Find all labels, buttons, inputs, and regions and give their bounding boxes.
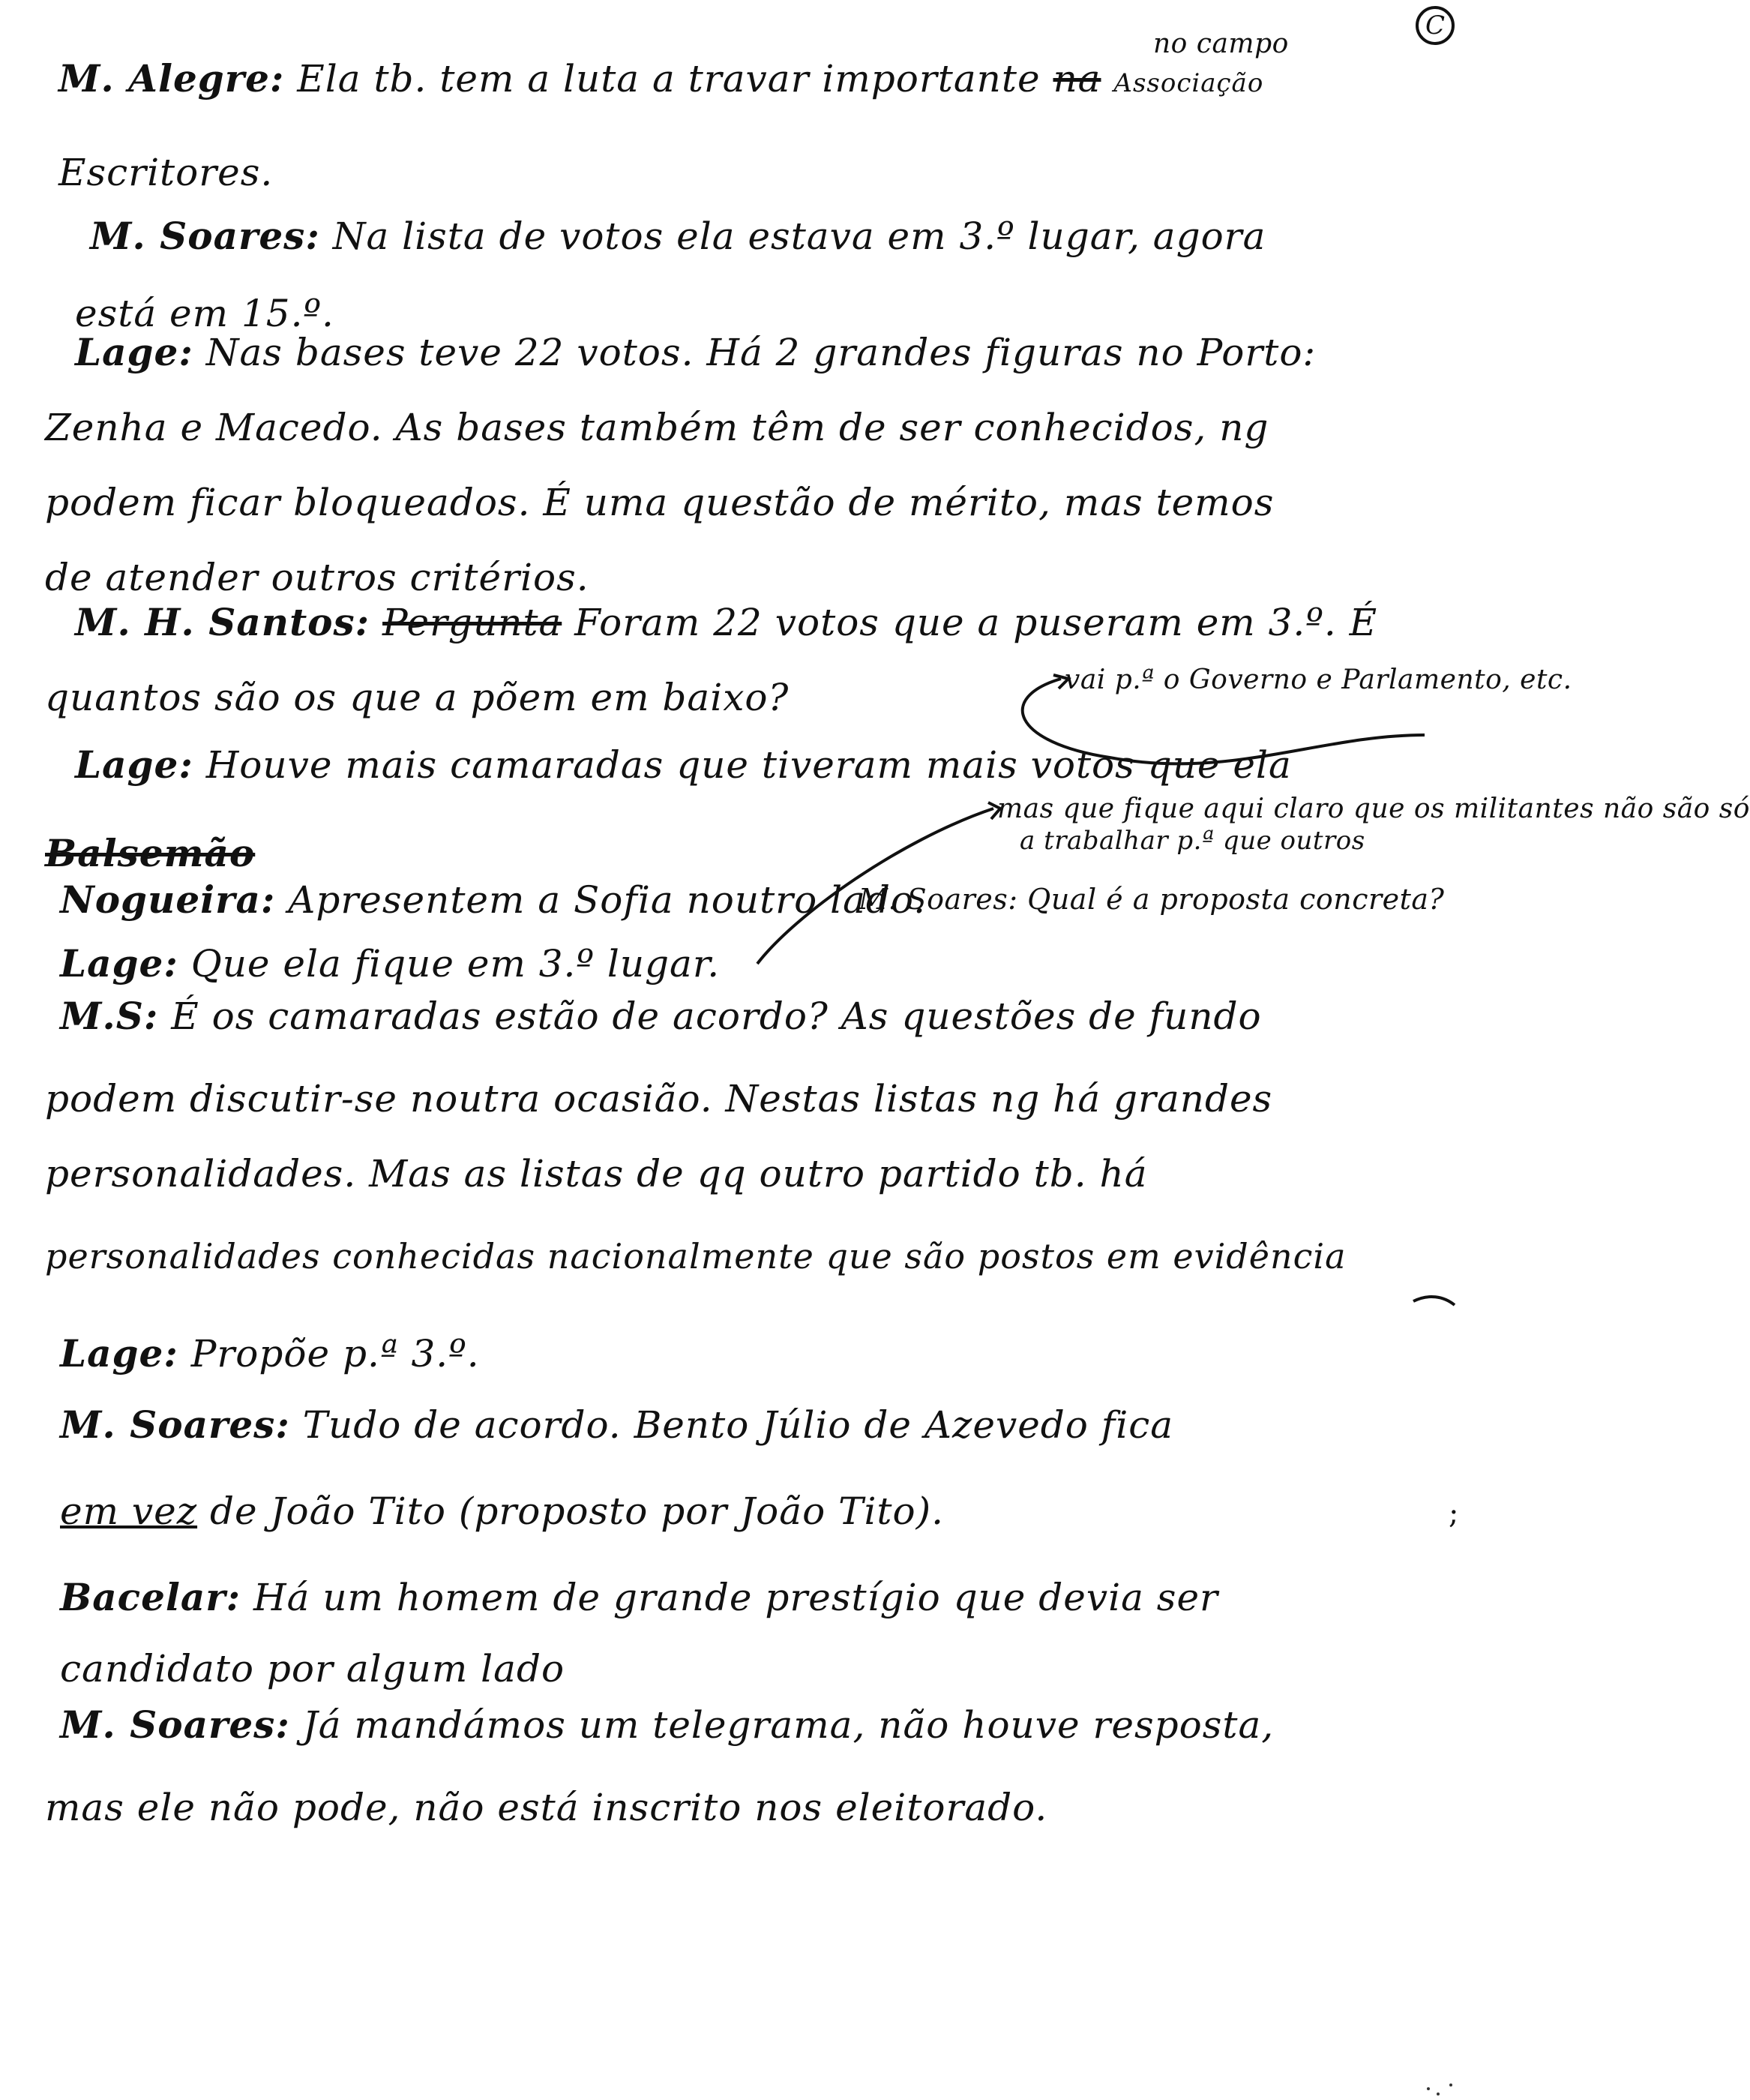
transcript-line [60, 1331, 480, 1376]
speaker-label: M. Alegre: [58, 56, 285, 100]
speaker-label: M. Soares: [90, 214, 320, 258]
line-text: podem ficar bloqueados. É uma questão de mérito, mas temos [45, 481, 1275, 524]
corner-page-mark: C [1416, 6, 1455, 45]
line-text: personalidades. Mas as listas de qq outro partido tb. há [45, 1152, 1148, 1196]
struck-word: Balsemão [45, 831, 256, 875]
line-text: Houve mais camaradas que tiveram mais votos que ela [205, 743, 1292, 787]
line-text: Tudo de acordo. Bento Júlio de Azevedo fica [302, 1403, 1174, 1447]
transcript-line [45, 1785, 1047, 1830]
transcript-line [45, 1234, 1347, 1279]
transcript-line [75, 742, 1292, 788]
struck-word: na [1053, 57, 1101, 100]
speaker-label: M. Soares: [60, 1702, 290, 1747]
line-text: Foram 22 votos que a puseram em 3.º. É [574, 601, 1378, 644]
line-text: mas ele não pode, não está inscrito nos eleitorado. [45, 1786, 1048, 1829]
speaker-label: M. Soares: [60, 1402, 290, 1447]
line-text: de João Tito (proposto por João Tito). [209, 1490, 945, 1533]
line-text: personalidades conhecidas nacionalmente que são postos em evidência [45, 1236, 1347, 1276]
speaker-label: Lage: [60, 1331, 178, 1376]
transcript-line [45, 555, 589, 600]
underlined-word: em vez [60, 1490, 198, 1533]
insertion-above-note: no campo [1153, 28, 1289, 59]
transcript-line [60, 1402, 1173, 1448]
line-text: Zenha e Macedo. As bases também têm de ser conhecidos, ng [45, 406, 1269, 449]
speaker-label: M.S: [60, 994, 159, 1038]
line-text: Apresentem a Sofia noutro lado. [288, 878, 927, 922]
transcript-line [45, 405, 1269, 450]
transcript-line [45, 831, 255, 876]
line-text: Na lista de votos ela estava em 3.º lugar, agora [332, 214, 1266, 258]
transcript-line [60, 1702, 1274, 1748]
speaker-label: Bacelar: [60, 1575, 241, 1619]
margin-note: M. Soares: Qual é a proposta concreta? [859, 883, 1445, 916]
transcript-line [90, 214, 1266, 259]
speaker-label: Nogueira: [60, 878, 276, 922]
transcript-line [60, 1489, 944, 1534]
line-text: candidato por algum lado [60, 1647, 565, 1690]
speaker-label: Lage: [75, 742, 193, 787]
transcript-line [75, 600, 1377, 645]
ink-speck [1427, 2087, 1430, 2090]
speaker-label: M. H. Santos: [75, 600, 370, 644]
line-text: quantos são os que a põem em baixo? [45, 676, 790, 719]
margin-tick: ; [1449, 1496, 1459, 1531]
transcript-line [45, 480, 1274, 525]
line-text: Nas bases teve 22 votos. Há 2 grandes figuras no Porto: [205, 331, 1317, 374]
line-text: de atender outros critérios. [45, 556, 589, 599]
transcript-line [60, 1646, 565, 1691]
speaker-label: Lage: [75, 330, 193, 374]
margin-note: a trabalhar p.ª que outros [1020, 826, 1365, 856]
transcript-line [60, 994, 1262, 1039]
transcript-line [60, 1575, 1218, 1620]
line-text: Há um homem de grande prestígio que devia ser [253, 1576, 1218, 1619]
line-text: Que ela fique em 3.º lugar. [190, 942, 721, 986]
margin-note: vai p.ª o Governo e Parlamento, etc. [1065, 664, 1572, 695]
line-text: Já mandámos um telegrama, não houve resposta, [302, 1703, 1275, 1747]
line-text: Propõe p.ª 3.º. [190, 1332, 480, 1376]
speaker-label: Lage: [60, 941, 178, 986]
ink-speck [1437, 2092, 1440, 2096]
line-text: podem discutir-se noutra ocasião. Nestas listas ng há grandes [45, 1077, 1273, 1120]
transcript-line [45, 1151, 1148, 1196]
margin-note: mas que fique aqui claro que os militantes não são só [997, 794, 1750, 824]
margin-stroke [1413, 1297, 1455, 1305]
line-text: está em 15.º. [75, 292, 334, 335]
transcript-line [58, 56, 1263, 106]
transcript-line [45, 1076, 1272, 1121]
struck-word: Pergunta [382, 601, 562, 644]
line-tail: Associação [1113, 68, 1264, 98]
transcript-line [60, 941, 720, 986]
line-text: Escritores. [58, 151, 274, 194]
transcript-line [58, 150, 273, 195]
transcript-line [45, 675, 789, 720]
ink-speck [1449, 2084, 1452, 2086]
transcript-line [75, 330, 1316, 375]
line-text: Ela tb. tem a luta a travar importante [297, 57, 1041, 100]
transcript-line [60, 878, 926, 922]
line-text: É os camaradas estão de acordo? As questões de fundo [171, 994, 1262, 1038]
transcript-line [75, 291, 334, 336]
